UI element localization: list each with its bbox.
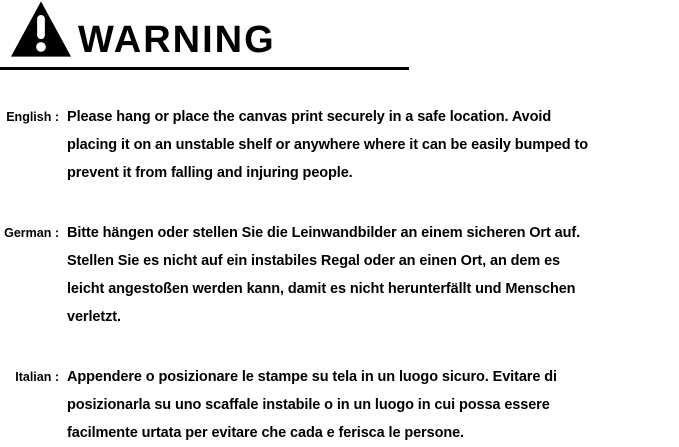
text-line: Appendere o posizionare le stampe su tela in un luogo sicuro. Evitare di (67, 369, 557, 385)
text-line: posizionarla su uno scaffale instabile o in un luogo in cui possa essere (67, 397, 550, 413)
section-german (0, 219, 679, 331)
text-line: prevent it from falling and injuring people. (67, 165, 353, 181)
language-label-english: English : (6, 110, 59, 124)
header-underline (0, 67, 409, 70)
section-text-italian (59, 363, 679, 447)
text-line: verletzt. (67, 309, 121, 325)
warning-sections (0, 71, 679, 447)
text-line: leicht angestoßen werden kann, damit es nicht herunterfällt und Menschen (67, 281, 576, 297)
section-english (0, 103, 679, 187)
warning-header (0, 0, 679, 71)
text-line: Stellen Sie es nicht auf ein instabiles Regal oder an einen Ort, an dem es (67, 253, 560, 269)
text-line: Please hang or place the canvas print securely in a safe location. Avoid (67, 109, 552, 125)
text-line: placing it on an unstable shelf or anywhere where it can be easily bumped to (67, 137, 588, 153)
text-line: Bitte hängen oder stellen Sie die Leinwandbilder an einem sicheren Ort auf. (67, 225, 581, 241)
section-text-english (59, 103, 679, 187)
warning-title: WARNING (78, 19, 276, 61)
warning-triangle-icon (10, 0, 72, 58)
language-label-italian: Italian : (15, 370, 59, 384)
text-line: facilmente urtata per evitare che cada e ferisca le persone. (67, 425, 464, 441)
section-text-german (59, 219, 679, 331)
section-italian (0, 363, 679, 447)
language-label-german: German : (4, 226, 59, 240)
